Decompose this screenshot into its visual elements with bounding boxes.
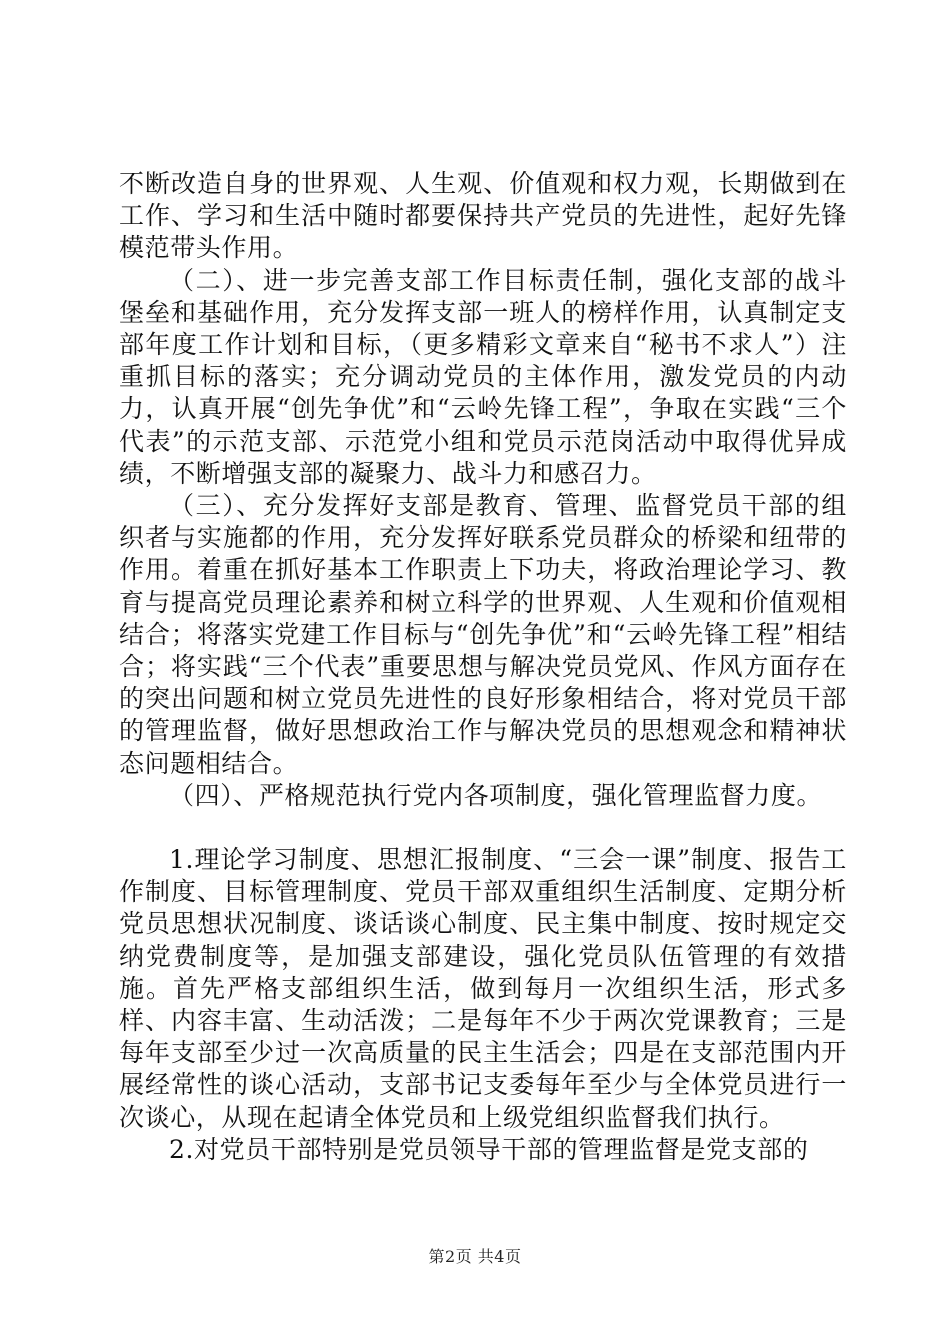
paragraph-section-4-heading: （四）、严格规范执行党内各项制度，强化管理监督力度。 [169, 780, 823, 810]
document-body [119, 168, 847, 1166]
paragraph-item-2: 2.对党员干部特别是党员领导干部的管理监督是党支部的 [169, 1134, 809, 1164]
page-number-footer: 第2页 共4页 [428, 1247, 522, 1266]
paragraph-spacer [119, 812, 847, 844]
paragraph-section-2: （二）、进一步完善支部工作目标责任制，强化支部的战斗堡垒和基础作用，充分发挥支部一班人的榜样作用，认真制定支部年度工作计划和目标，（更多精彩文章来自“秘书不求人”）注重抓目标的落实；充分调动党员的主体作用，激发党员的内动力，认真开展“创先争优”和“云岭先锋工程”，争取在实践“三个代表”的示范支部、示范党小组和党员示范岗活动中取得优异成绩，不断增强支部的凝聚力、战斗力和感召力。 [119, 265, 847, 488]
paragraph-item-1: 1.理论学习制度、思想汇报制度、“三会一课”制度、报告工作制度、目标管理制度、党员干部双重组织生活制度、定期分析党员思想状况制度、谈话谈心制度、民主集中制度、按时规定交纳党费制度等，是加强支部建设，强化党员队伍管理的有效措施。首先严格支部组织生活，做到每月一次组织生活，形式多样、内容丰富、生动活泼；二是每年不少于两次党课教育；三是每年支部至少过一次高质量的民主生活会；四是在支部范围内开展经常性的谈心活动，支部书记支委每年至少与全体党员进行一次谈心，从现在起请全体党员和上级党组织监督我们执行。 [119, 845, 847, 1132]
paragraph-section-3: （三）、充分发挥好支部是教育、管理、监督党员干部的组织者与实施都的作用，充分发挥好联系党员群众的桥梁和纽带的作用。着重在抓好基本工作职责上下功夫，将政治理论学习、教育与提高党员理论素养和树立科学的世界观、人生观和价值观相结合；将落实党建工作目标与“创先争优”和“云岭先锋工程”相结合；将实践“三个代表”重要思想与解决党员党风、作风方面存在的突出问题和树立党员先进性的良好形象相结合，将对党员干部的管理监督，做好思想政治工作与解决党员的思想观念和精神状态问题相结合。 [119, 491, 847, 778]
paragraph-continuation: 不断改造自身的世界观、人生观、价值观和权力观，长期做到在工作、学习和生活中随时都要保持共产党员的先进性，起好先锋模范带头作用。 [119, 169, 847, 263]
